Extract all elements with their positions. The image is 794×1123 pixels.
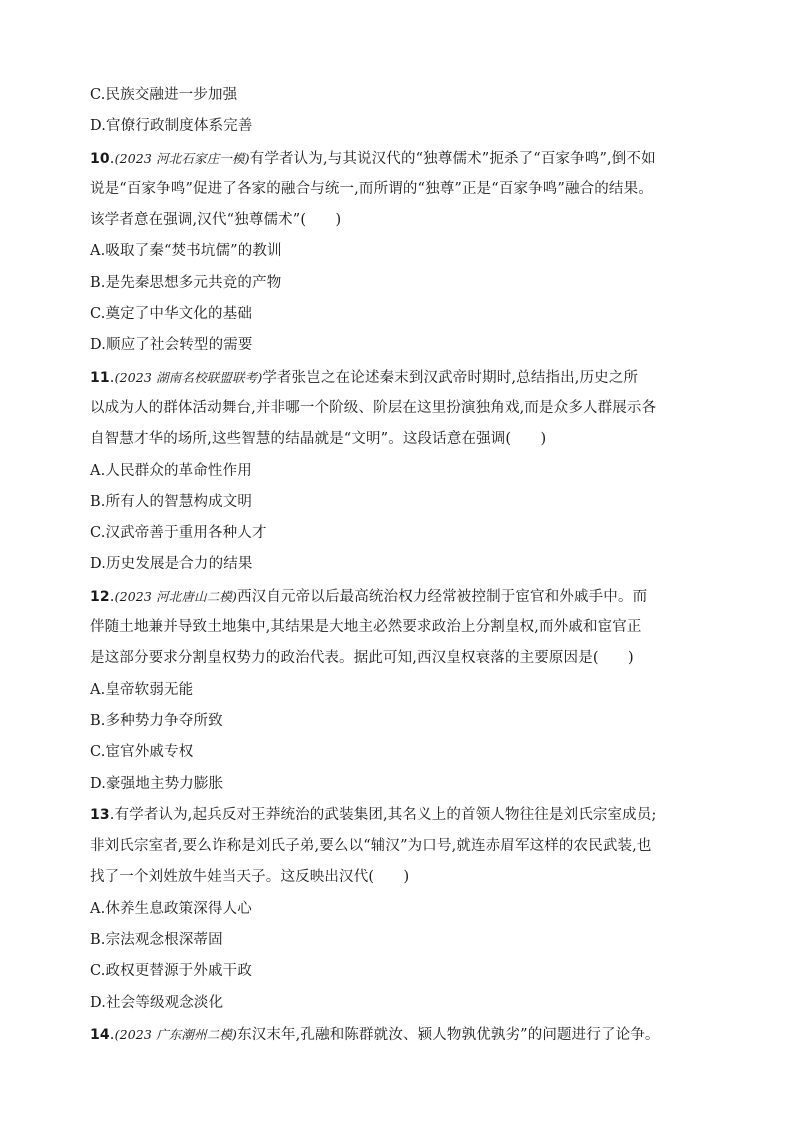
question-stem: 说是“百家争鸣”促进了各家的融合与统一,而所谓的“独尊”正是“百家争鸣”融合的结果。 xyxy=(90,180,653,197)
question-13-line-1 xyxy=(90,800,710,831)
question-11-line-1 xyxy=(90,362,710,393)
option-d: D.顺应了社会转型的需要 xyxy=(90,337,253,354)
question-stem: 该学者意在强调,汉代“独尊儒术”( ) xyxy=(90,212,342,229)
question-stem: 非刘氏宗室者,要么诈称是刘氏子弟,要么以“辅汉”为口号,就连赤眉军这样的农民武装,也 xyxy=(90,838,652,855)
question-number: 10 xyxy=(90,150,110,167)
question-stem: 东汉末年,孔融和陈群就汝、颍人物孰优孰劣”的问题进行了论争。 xyxy=(237,1026,660,1043)
question-dot: . xyxy=(109,806,115,823)
question-stem: 是这部分要求分割皇权势力的政治代表。据此可知,西汉皇权衰落的主要原因是( ) xyxy=(90,650,634,667)
option-c: C.政权更替源于外戚干政 xyxy=(90,963,252,980)
question-stem: 找了一个刘姓放牛娃当天子。这反映出汉代( ) xyxy=(90,869,410,886)
question-stem: 西汉自元帝以后最高统治权力经常被控制于宦官和外戚手中。而 xyxy=(237,588,648,605)
option-a: A.吸取了秦“焚书坑儒”的教训 xyxy=(90,243,282,260)
question-dot: . xyxy=(109,150,115,167)
question-source: (2023 河北唐山二模) xyxy=(114,588,238,604)
question-number: 11 xyxy=(90,369,110,386)
question-stem: 以成为人的群体活动舞台,并非哪一个阶级、阶层在这里扮演独角戏,而是众多人群展示各 xyxy=(90,399,657,416)
option-d: D.历史发展是合力的结果 xyxy=(90,556,253,573)
question-dot: . xyxy=(109,369,115,386)
option-b: B.所有人的智慧构成文明 xyxy=(90,493,253,510)
option-b: B.宗法观念根深蒂固 xyxy=(90,932,223,949)
option-d: D.官僚行政制度体系完善 xyxy=(90,118,253,135)
option-b: B.多种势力争夺所致 xyxy=(90,712,223,729)
question-14-line-1 xyxy=(90,1019,710,1050)
question-stem: 伴随土地兼并导致土地集中,其结果是大地主必然要求政治上分割皇权,而外戚和宦官正 xyxy=(90,619,642,636)
option-a: A.皇帝软弱无能 xyxy=(90,681,194,698)
question-12-line-1 xyxy=(90,581,710,612)
question-stem: 自智慧才华的场所,这些智慧的结晶就是“文明”。这段话意在强调( ) xyxy=(90,431,547,448)
option-c: C.宦官外戚专权 xyxy=(90,744,194,761)
question-source: (2023 广东潮州二模) xyxy=(114,1026,238,1042)
question-10-line-1 xyxy=(90,143,710,174)
option-c: C.奠定了中华文化的基础 xyxy=(90,306,252,323)
question-number: 12 xyxy=(90,588,110,605)
option-c: C.民族交融进一步加强 xyxy=(90,87,238,103)
option-a: A.休养生息政策深得人心 xyxy=(90,900,252,917)
question-dot: . xyxy=(109,1026,115,1043)
question-dot: . xyxy=(109,588,115,605)
question-stem: 有学者认为,起兵反对王莽统治的武装集团,其名义上的首领人物往往是刘氏宗室成员; xyxy=(114,806,657,823)
question-number: 14 xyxy=(90,1026,110,1043)
question-stem: 学者张岂之在论述秦末到汉武帝时期时,总结指出,历史之所 xyxy=(262,369,639,386)
option-a: A.人民群众的革命性作用 xyxy=(90,462,252,479)
question-source: (2023 河北石家庄一模) xyxy=(114,150,250,166)
option-c: C.汉武帝善于重用各种人才 xyxy=(90,525,267,542)
question-stem: 有学者认为,与其说汉代的“独尊儒术”扼杀了“百家争鸣”,倒不如 xyxy=(249,150,656,167)
option-b: B.是先秦思想多元共竞的产物 xyxy=(90,274,282,291)
option-d: D.豪强地主势力膨胀 xyxy=(90,775,224,792)
option-d: D.社会等级观念淡化 xyxy=(90,994,224,1011)
question-source: (2023 湖南名校联盟联考) xyxy=(114,369,263,385)
question-number: 13 xyxy=(90,806,110,823)
question-list xyxy=(90,80,710,1050)
